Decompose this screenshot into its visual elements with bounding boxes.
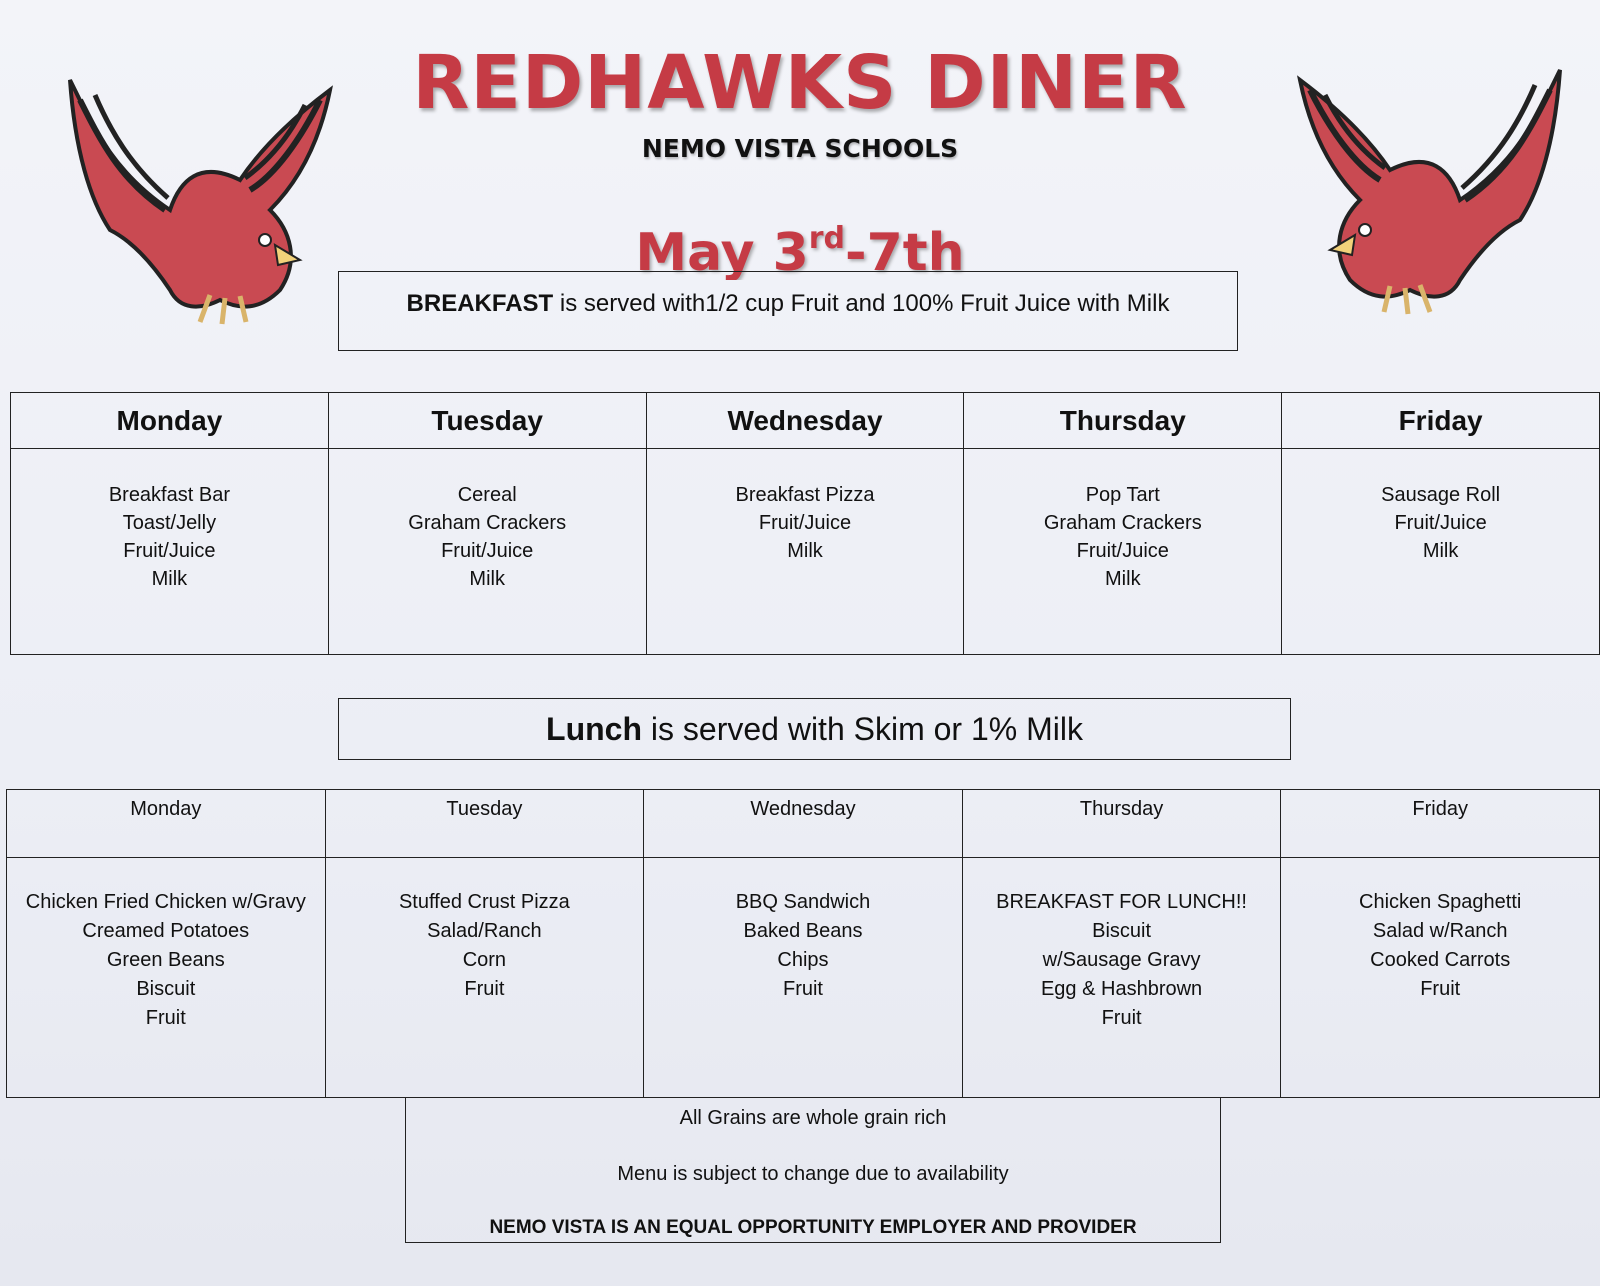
menu-item: Chicken Spaghetti (1359, 891, 1522, 913)
breakfast-day-cell (328, 449, 646, 655)
menu-item: Milk (469, 568, 505, 590)
menu-item: Milk (151, 568, 188, 590)
menu-item: Milk (1422, 540, 1459, 562)
availability-note: Menu is subject to change due to availability (617, 1163, 1009, 1185)
menu-item: Stuffed Crust Pizza (398, 891, 570, 913)
lunch-note (338, 698, 1291, 760)
lunch-day-header: Friday (1281, 790, 1600, 858)
menu-item: Salad w/Ranch (1372, 920, 1508, 942)
menu-item: Biscuit (1092, 920, 1152, 942)
breakfast-note-bold: BREAKFAST (406, 290, 554, 317)
lunch-note-text: is served with Skim or 1% Milk (642, 711, 1083, 747)
lunch-day-cell (962, 858, 1281, 1098)
menu-item: Chips (777, 949, 829, 971)
menu-item: BREAKFAST FOR LUNCH!! (996, 891, 1247, 913)
menu-item: w/Sausage Gravy (1042, 949, 1201, 971)
lunch-note-bold: Lunch (546, 711, 642, 747)
breakfast-day-header: Thursday (964, 393, 1282, 449)
breakfast-table (10, 392, 1600, 655)
breakfast-header-row (11, 393, 1600, 449)
breakfast-day-header: Friday (1282, 393, 1600, 449)
menu-item: Breakfast Bar (108, 484, 230, 506)
menu-item: Cooked Carrots (1370, 949, 1511, 971)
breakfast-day-header: Wednesday (646, 393, 964, 449)
dates-ordinal: rd (808, 221, 846, 256)
breakfast-day-cell (964, 449, 1282, 655)
menu-item: Graham Crackers (1043, 512, 1202, 534)
breakfast-note (338, 271, 1238, 351)
breakfast-day-cell (646, 449, 964, 655)
menu-item: Cereal (457, 484, 517, 506)
breakfast-day-cell (1282, 449, 1600, 655)
menu-item: Toast/Jelly (122, 512, 217, 534)
menu-item: Green Beans (106, 949, 225, 971)
menu-item: Chicken Fried Chicken w/Gravy (25, 891, 306, 913)
redhawk-mascot-icon (50, 60, 360, 330)
breakfast-day-cell (11, 449, 329, 655)
menu-item: Milk (1105, 568, 1141, 590)
footer-notes (405, 1097, 1221, 1243)
breakfast-items-row (11, 449, 1600, 655)
breakfast-note-text: is served with1/2 cup Fruit and 100% Fruit Juice with Milk (553, 290, 1170, 317)
lunch-day-cell (325, 858, 644, 1098)
menu-item: Fruit (1420, 978, 1461, 1000)
menu-item: Biscuit (136, 978, 196, 1000)
menu-item: Fruit (145, 1007, 186, 1029)
lunch-header-row (7, 790, 1600, 858)
menu-item: Milk (787, 540, 823, 562)
menu-item: Fruit/Juice (758, 512, 852, 534)
menu-item: Corn (462, 949, 507, 971)
menu-item: Fruit (782, 978, 823, 1000)
menu-item: Fruit (1101, 1007, 1142, 1029)
menu-item: Pop Tart (1085, 484, 1160, 506)
menu-item: Fruit/Juice (1394, 512, 1487, 534)
breakfast-day-header: Tuesday (328, 393, 646, 449)
lunch-day-header: Tuesday (325, 790, 644, 858)
menu-item: Creamed Potatoes (82, 920, 250, 942)
menu-item: Breakfast Pizza (735, 484, 875, 506)
menu-item: Fruit/Juice (123, 540, 216, 562)
breakfast-day-header: Monday (11, 393, 329, 449)
school-name: NEMO VISTA SCHOOLS (641, 134, 959, 163)
menu-item: Graham Crackers (408, 512, 567, 534)
dates-prefix: May 3 (635, 223, 809, 280)
equal-opportunity-note: NEMO VISTA IS AN EQUAL OPPORTUNITY EMPLOYER AND PROVIDER (489, 1217, 1137, 1238)
menu-item: Salad/Ranch (427, 920, 542, 942)
page-title: REDHAWKS DINER (412, 40, 1188, 126)
lunch-day-cell (7, 858, 326, 1098)
menu-item: BBQ Sandwich (735, 891, 871, 913)
lunch-table (6, 789, 1600, 1098)
menu-item: Sausage Roll (1381, 484, 1501, 506)
menu-item: Fruit (464, 978, 505, 1000)
grains-note: All Grains are whole grain rich (679, 1107, 947, 1129)
lunch-day-header: Monday (7, 790, 326, 858)
lunch-day-cell (1281, 858, 1600, 1098)
redhawk-mascot-icon (1270, 50, 1580, 320)
menu-item: Fruit/Juice (1076, 540, 1169, 562)
menu-item: Baked Beans (743, 920, 863, 942)
lunch-day-header: Thursday (962, 790, 1281, 858)
lunch-day-header: Wednesday (644, 790, 963, 858)
dates-suffix: -7th (845, 223, 965, 280)
lunch-day-cell (644, 858, 963, 1098)
menu-item: Egg & Hashbrown (1040, 978, 1203, 1000)
menu-item: Fruit/Juice (441, 540, 534, 562)
lunch-items-row (7, 858, 1600, 1098)
